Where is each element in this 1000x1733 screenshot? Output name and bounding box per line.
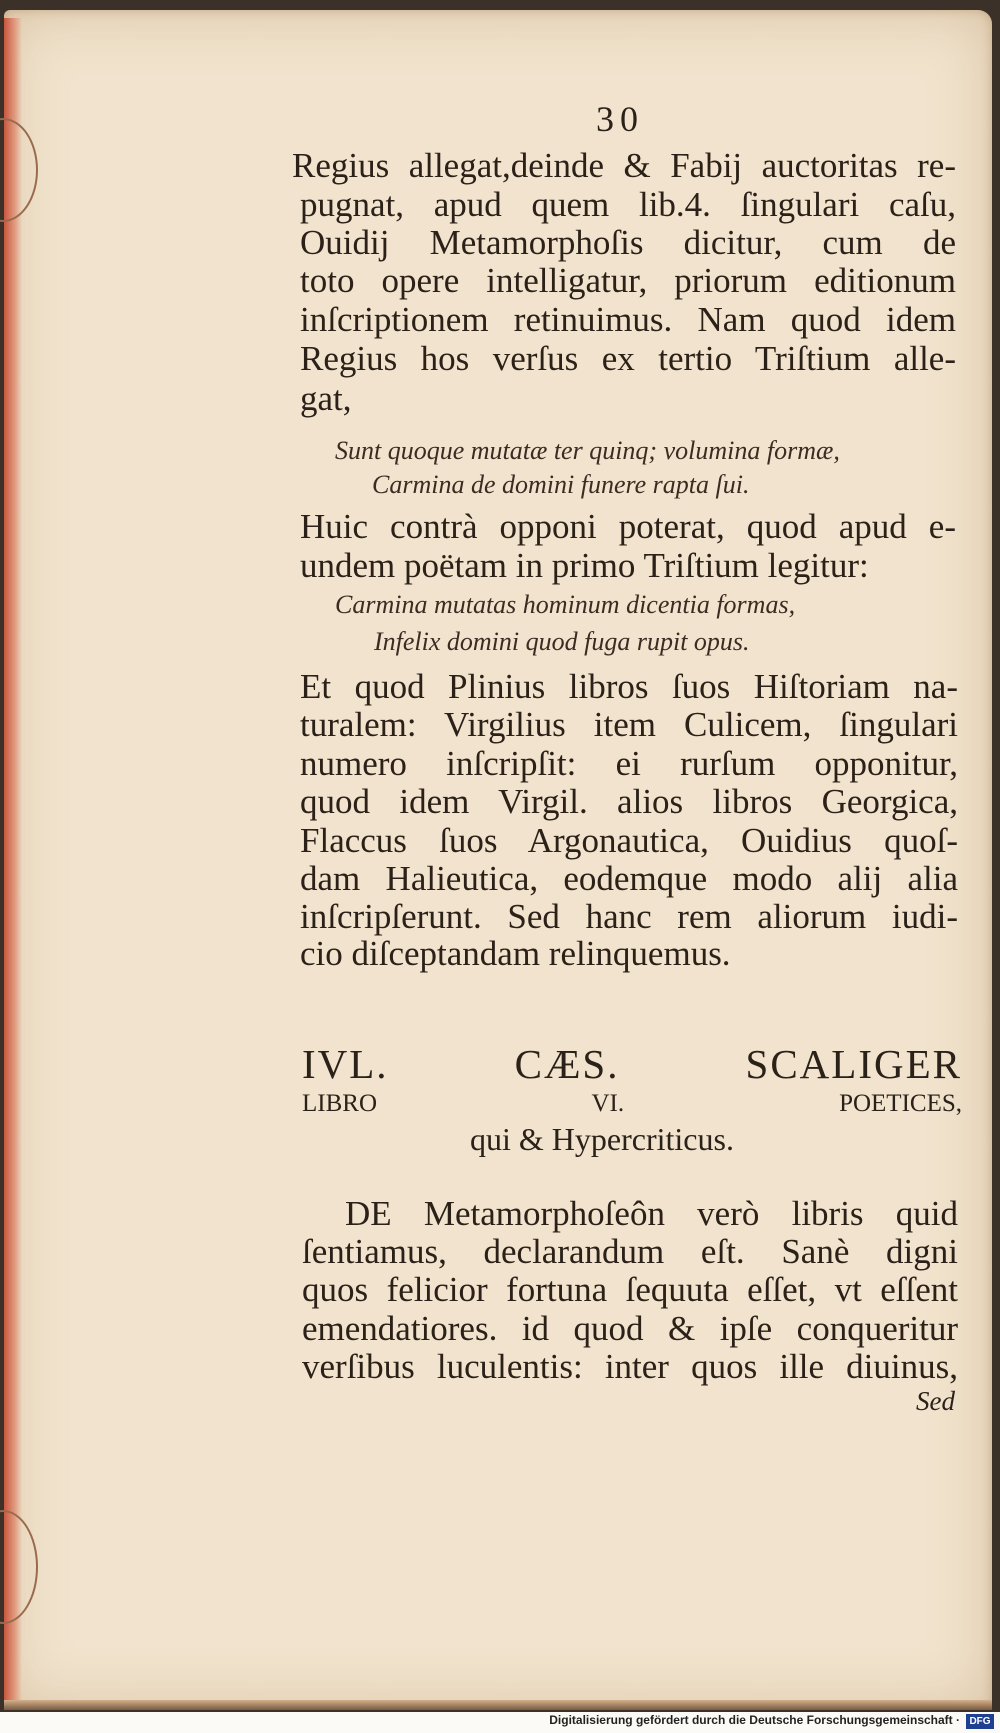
body-line: cio diſceptandam relinquemus. <box>300 934 731 973</box>
body-line: quos felicior fortuna ſequuta eſſet, vt eſſent <box>302 1270 958 1309</box>
body-line: Ouidij Metamorphoſis dicitur, cum de <box>300 223 956 262</box>
body-line: dam Halieutica, eodemque modo alij alia <box>300 859 958 898</box>
verse-line: Infelix domini quod fuga rupit opus. <box>374 627 750 656</box>
red-page-edge <box>4 18 22 1708</box>
body-line: Et quod Plinius libros ſuos Hiſtoriam na- <box>300 667 958 706</box>
body-line: Regius hos verſus ex tertio Triſtium alle- <box>300 339 956 378</box>
body-line: Regius allegat,deinde & Fabij auctoritas re- <box>292 146 956 185</box>
body-line: Flaccus ſuos Argonautica, Ouidius quoſ- <box>300 821 958 860</box>
page-number: 30 <box>596 99 644 139</box>
body-line: Huic contrà opponi poterat, quod apud e- <box>300 507 956 546</box>
verse-line: Carmina mutatas hominum dicentia formas, <box>335 590 796 619</box>
verse-line: Sunt quoque mutatæ ter quinq; volumina formæ, <box>335 436 840 465</box>
catchword: Sed <box>916 1386 955 1416</box>
body-line: emendatiores. id quod & ipſe conqueritur <box>302 1309 958 1348</box>
footer-credit: Digitalisierung gefördert durch die Deutsche Forschungsgemeinschaft · <box>549 1713 960 1727</box>
body-line: quod idem Virgil. alios libros Georgica, <box>300 782 958 821</box>
body-line: inſcriptionem retinuimus. Nam quod idem <box>300 300 956 339</box>
section-subheading: LIBRO VI. POETICES, <box>302 1090 962 1117</box>
body-line: DE Metamorphoſeôn verò libris quid <box>345 1194 958 1233</box>
body-line: toto opere intelligatur, priorum editionum <box>300 261 956 300</box>
body-line: numero inſcripſit: ei rurſum opponitur, <box>300 744 958 783</box>
body-line: turalem: Virgilius item Culicem, ſingulari <box>300 705 958 744</box>
section-subheading-2: qui & Hypercriticus. <box>470 1121 734 1157</box>
section-heading: IVL. CÆS. SCALIGER <box>302 1041 962 1087</box>
body-line: gat, <box>300 379 352 418</box>
verse-line: Carmina de domini funere rapta ſui. <box>372 470 750 499</box>
body-line: verſibus luculentis: inter quos ille diuinus, <box>302 1347 958 1386</box>
page-bottom-edge <box>4 1700 992 1710</box>
body-line: pugnat, apud quem lib.4. ſingulari caſu, <box>300 185 956 224</box>
body-line: undem poëtam in primo Triſtium legitur: <box>300 546 869 585</box>
body-line: inſcripſerunt. Sed hanc rem aliorum iudi- <box>300 897 958 936</box>
body-line: ſentiamus, declarandum eſt. Sanè digni <box>302 1232 958 1271</box>
dfg-logo: DFG <box>966 1714 994 1729</box>
